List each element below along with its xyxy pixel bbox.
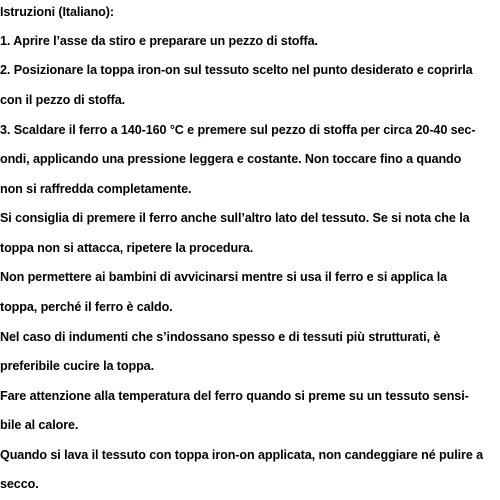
instruction-line: ondi, applicando una pressione leggera e costante. Non toccare fino a quando bbox=[0, 152, 462, 166]
instruction-line: Quando si lava il tessuto con toppa iron-on applicata, non candeggiare né pulire a bbox=[0, 448, 484, 462]
document-title: Istruzioni (Italiano): bbox=[0, 5, 114, 19]
instruction-line: bile al calore. bbox=[0, 418, 79, 432]
instruction-line: 3. Scaldare il ferro a 140-160 °C e premere sul pezzo di stoffa per circa 20-40 sec- bbox=[0, 123, 476, 137]
instruction-line: Non permettere ai bambini di avvicinarsi mentre si usa il ferro e si applica la bbox=[0, 270, 448, 284]
instruction-line: secco. bbox=[0, 477, 39, 491]
instruction-line: preferibile cucire la toppa. bbox=[0, 359, 154, 373]
instruction-line: con il pezzo di stoffa. bbox=[0, 93, 126, 107]
instruction-line: 2. Posizionare la toppa iron-on sul tessuto scelto nel punto desiderato e coprirla bbox=[0, 63, 473, 77]
instruction-line: Si consiglia di premere il ferro anche sull’altro lato del tessuto. Se si nota che la bbox=[0, 211, 470, 225]
instruction-line: Nel caso di indumenti che s’indossano spesso e di tessuti più strutturati, è bbox=[0, 330, 441, 344]
instruction-line: toppa non si attacca, ripetere la procedura. bbox=[0, 241, 254, 255]
instruction-line: Fare attenzione alla temperatura del ferro quando si preme su un tessuto sensi- bbox=[0, 389, 469, 403]
instruction-line: 1. Aprire l’asse da stiro e preparare un pezzo di stoffa. bbox=[0, 34, 318, 48]
instruction-line: non si raffredda completamente. bbox=[0, 182, 192, 196]
instruction-line: toppa, perché il ferro è caldo. bbox=[0, 300, 173, 314]
